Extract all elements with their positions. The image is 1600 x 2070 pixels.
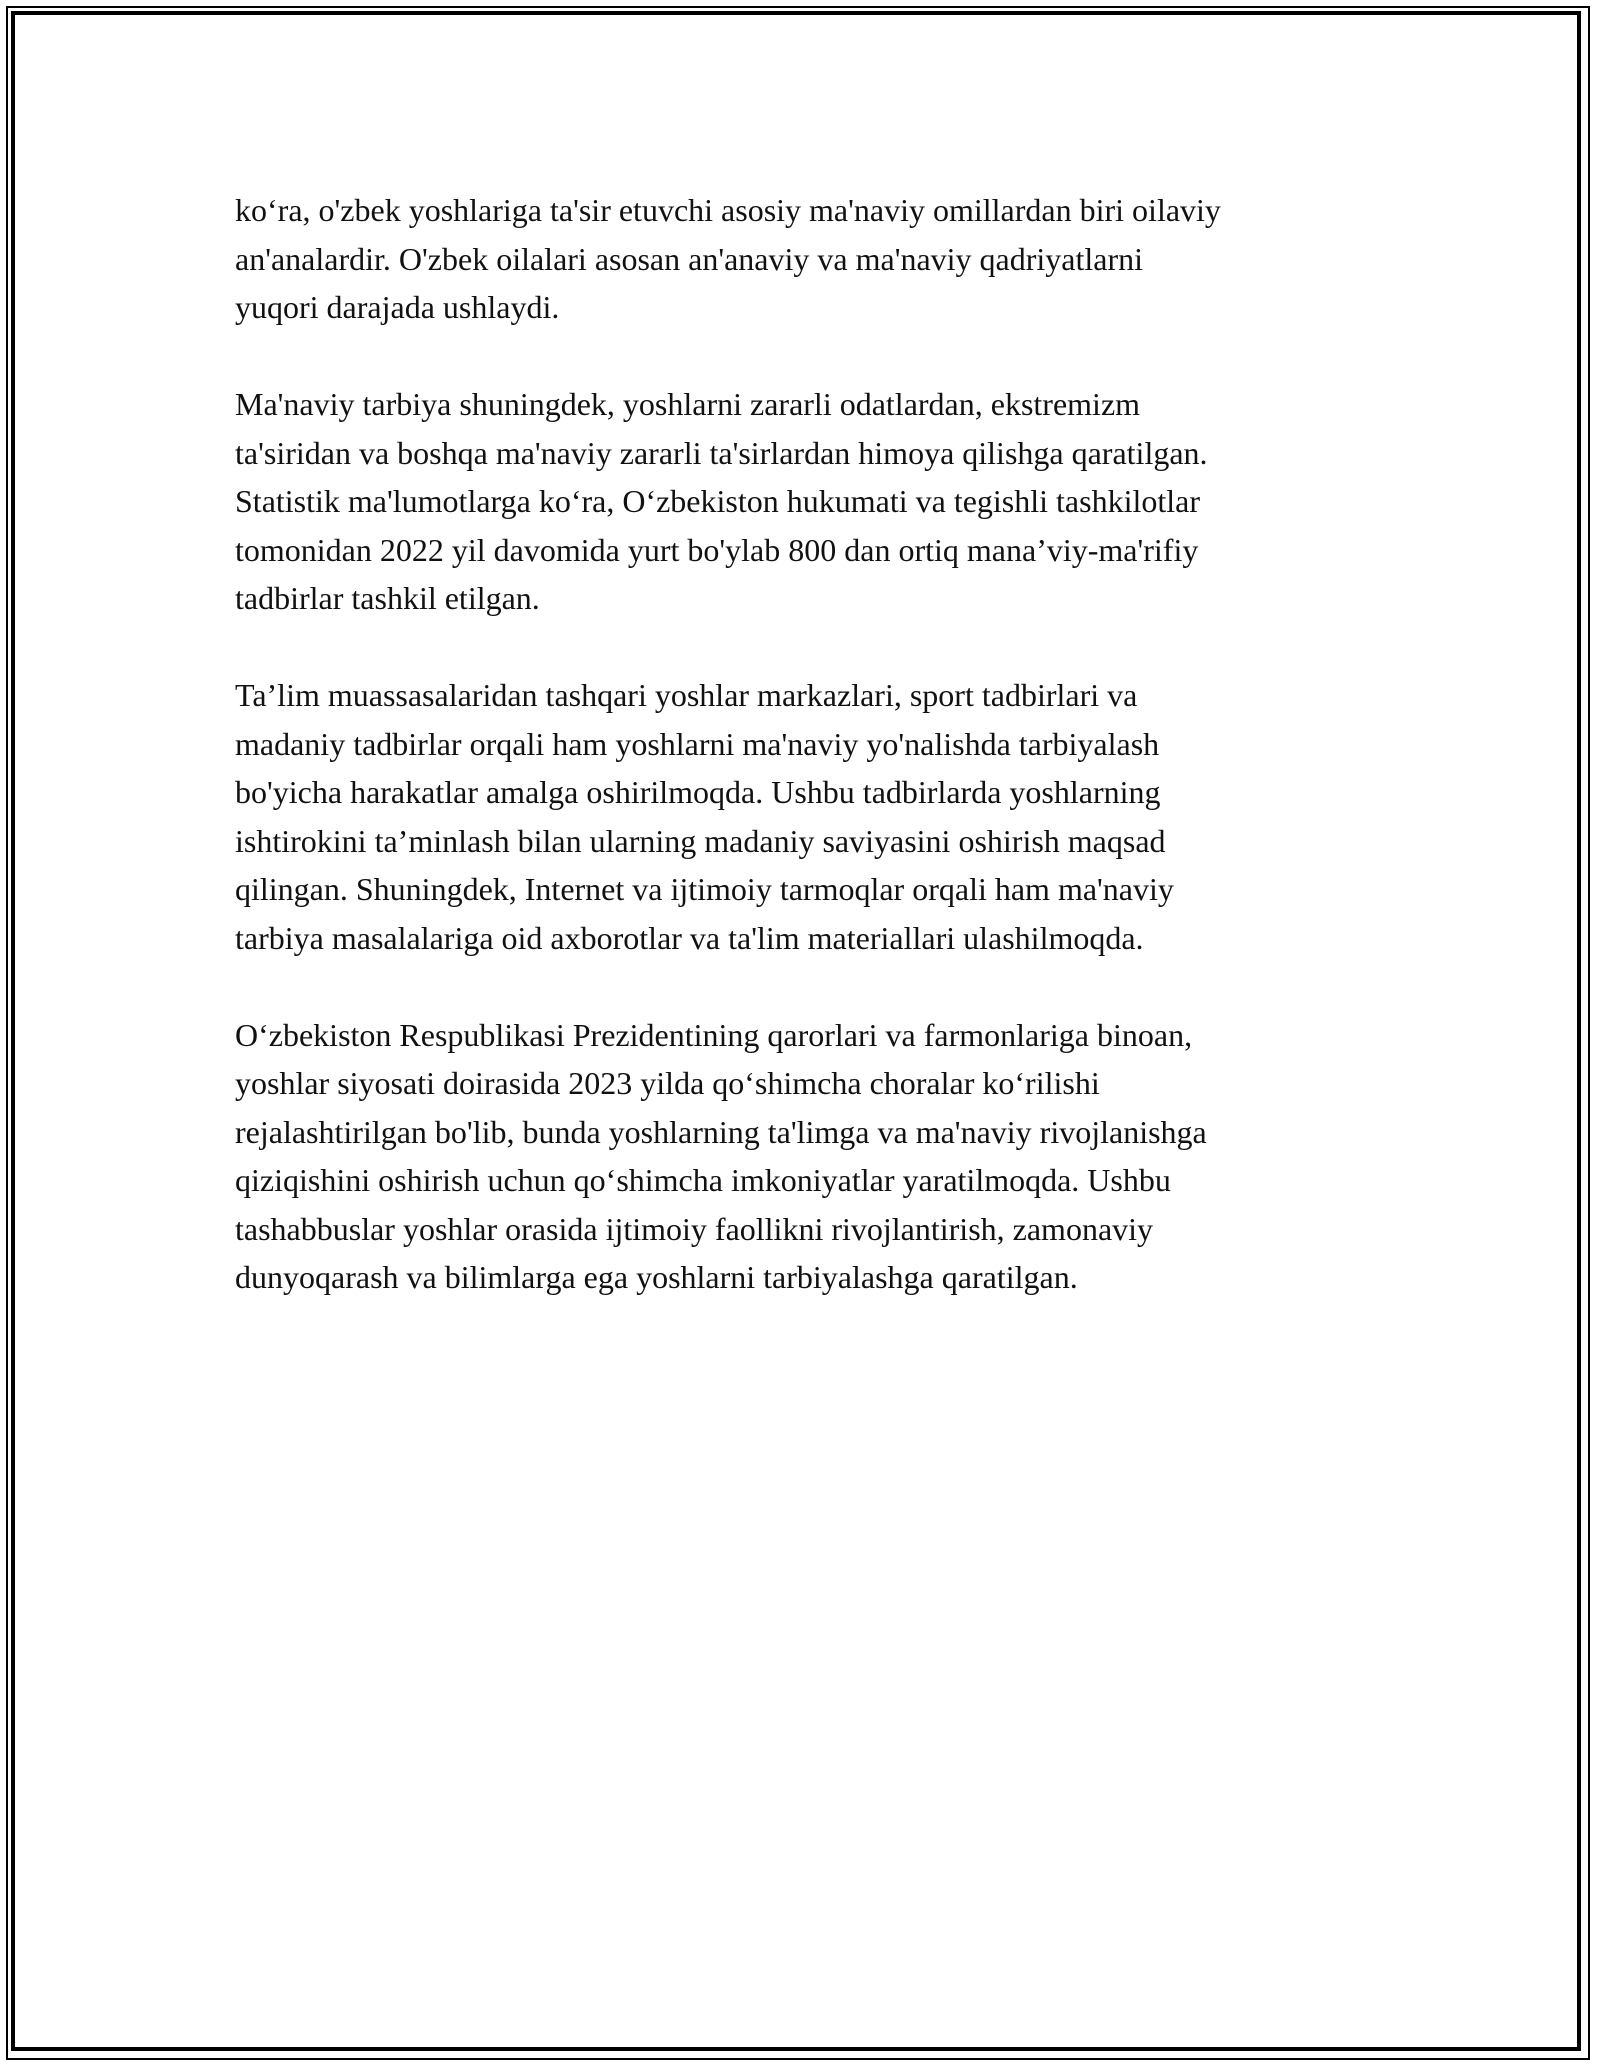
paragraph-4 [235,1011,1375,1302]
text-line: Ta’lim muassasalaridan tashqari yoshlar markazlari, sport tadbirlari va [235,677,1138,713]
text-line: tarbiya masalalariga oid axborotlar va ta'lim materiallari ulashilmoqda. [235,919,1144,956]
text-line: ta'siridan va boshqa ma'naviy zararli ta'sirlardan himoya qilishga qaratilgan. [235,434,1208,471]
text-line: O‘zbekiston Respublikasi Prezidentining qarorlari va farmonlariga binoan, [235,1016,1193,1053]
text-line: ishtirokini ta’minlash bilan ularning madaniy saviyasini oshirish maqsad [235,822,1166,859]
paragraph-1 [235,186,1375,332]
paragraph-3 [235,671,1375,962]
text-line: qilingan. Shuningdek, Internet va ijtimoiy tarmoqlar orqali ham ma'naviy [235,871,1174,907]
text-line: tadbirlar tashkil etilgan. [235,580,540,616]
text-line: tomonidan 2022 yil davomida yurt bo'ylab 800 dan ortiq mana’viy-ma'rifiy [235,531,1199,568]
paragraph-2 [235,380,1375,623]
text-line: ko‘ra, o'zbek yoshlariga ta'sir etuvchi asosiy ma'naviy omillardan biri oilaviy [235,192,1221,228]
text-line: an'analardir. O'zbek oilalari asosan an'anaviy va ma'naviy qadriyatlarni [235,240,1144,277]
text-line: dunyoqarash va bilimlarga ega yoshlarni tarbiyalashga qaratilgan. [235,1259,1078,1295]
text-line: qiziqishini oshirish uchun qo‘shimcha imkoniyatlar yaratilmoqda. Ushbu [235,1162,1171,1198]
text-line: yuqori darajada ushlaydi. [235,289,560,325]
text-line: Ma'naviy tarbiya shuningdek, yoshlarni zararli odatlardan, ekstremizm [235,386,1141,422]
text-line: yoshlar siyosati doirasida 2023 yilda qo‘shimcha choralar ko‘rilishi [235,1065,1100,1101]
text-line: Statistik ma'lumotlarga ko‘ra, O‘zbekiston hukumati va tegishli tashkilotlar [235,483,1200,519]
document-body [235,186,1375,1350]
text-line: madaniy tadbirlar orqali ham yoshlarni ma'naviy yo'nalishda tarbiyalash [235,725,1160,762]
text-line: bo'yicha harakatlar amalga oshirilmoqda. Ushbu tadbirlarda yoshlarning [235,774,1161,810]
text-line: rejalashtirilgan bo'lib, bunda yoshlarning ta'limga va ma'naviy rivojlanishga [235,1113,1207,1150]
text-line: tashabbuslar yoshlar orasida ijtimoiy faollikni rivojlantirish, zamonaviy [235,1210,1154,1247]
